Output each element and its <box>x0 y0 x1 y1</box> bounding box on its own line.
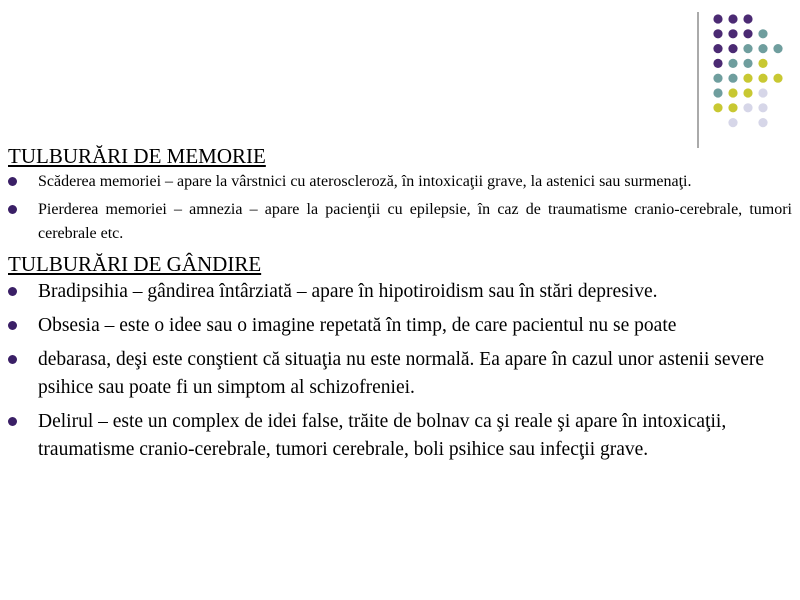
list-item-text: Delirul – este un complex de idei false, trăite de bolnav ca şi reale şi apare în intoxicaţii, traumatisme cranio-cerebrale, tumori cerebrale, boli psihice sau infecţii grave. <box>38 411 727 460</box>
decorative-dot <box>728 118 737 127</box>
list-item-text: Pierderea memoriei – amnezia – apare la pacienţii cu epilepsie, în caz de traumatisme cranio-cerebrale, tumori cerebrale etc. <box>38 201 792 242</box>
decorative-dot-pattern <box>0 0 800 160</box>
bullet-icon <box>8 417 17 426</box>
decorative-dot <box>713 29 722 38</box>
list-item-text: Obsesia – este o idee sau o imagine repetată în timp, de care pacientul nu se poate <box>38 315 677 336</box>
section-memory <box>8 142 792 246</box>
bullet-icon <box>8 287 17 296</box>
slide-content <box>8 142 792 470</box>
list-item-text: Bradipsihia – gândirea întârziată – apare în hipotiroidism sau în stări depresive. <box>38 281 658 302</box>
decorative-dot <box>713 103 722 112</box>
decorative-dot <box>773 44 782 53</box>
decorative-dot <box>728 14 737 23</box>
list-item <box>8 346 792 402</box>
list-item <box>8 170 792 194</box>
decorative-dot <box>743 103 752 112</box>
decorative-dot <box>743 74 752 83</box>
decorative-dot <box>758 88 767 97</box>
decorative-dot <box>728 29 737 38</box>
decorative-dot <box>743 29 752 38</box>
decorative-dot <box>743 88 752 97</box>
heading-memory-disorders: TULBURĂRI DE MEMORIE <box>8 144 266 168</box>
decorative-dot <box>758 59 767 68</box>
decorative-dot <box>728 59 737 68</box>
heading-thinking-disorders: TULBURĂRI DE GÂNDIRE <box>8 252 262 276</box>
decorative-dot <box>758 29 767 38</box>
decorative-dot <box>713 88 722 97</box>
list-item <box>8 408 792 464</box>
list-item-text: Scăderea memoriei – apare la vârstnici cu ateroscleroză, în intoxicaţii grave, la astenici sau surmenaţi. <box>38 173 692 190</box>
decorative-dot <box>758 118 767 127</box>
decorative-dot <box>713 14 722 23</box>
bullet-icon <box>8 355 17 364</box>
decorative-dot <box>743 59 752 68</box>
decorative-dot <box>758 44 767 53</box>
decorative-dot <box>713 59 722 68</box>
thinking-disorders-list <box>8 278 792 464</box>
decorative-dot <box>758 103 767 112</box>
memory-disorders-list <box>8 170 792 246</box>
decorative-dot <box>728 103 737 112</box>
decorative-dot <box>743 14 752 23</box>
decorative-dot <box>728 74 737 83</box>
list-item <box>8 278 792 306</box>
decorative-dot <box>713 44 722 53</box>
bullet-icon <box>8 321 17 330</box>
decorative-dot <box>728 44 737 53</box>
section-thinking <box>8 250 792 464</box>
list-item <box>8 312 792 340</box>
list-item <box>8 198 792 246</box>
decorative-dot <box>743 44 752 53</box>
bullet-icon <box>8 205 17 214</box>
bullet-icon <box>8 177 17 186</box>
decorative-dot <box>728 88 737 97</box>
decorative-dot <box>758 74 767 83</box>
decorative-dot <box>713 74 722 83</box>
decorative-dot <box>773 74 782 83</box>
list-item-text: debarasa, deşi este conştient că situaţia nu este normală. Ea apare în cazul unor astenii severe psihice sau poate fi un simptom al schizofreniei. <box>38 349 765 398</box>
